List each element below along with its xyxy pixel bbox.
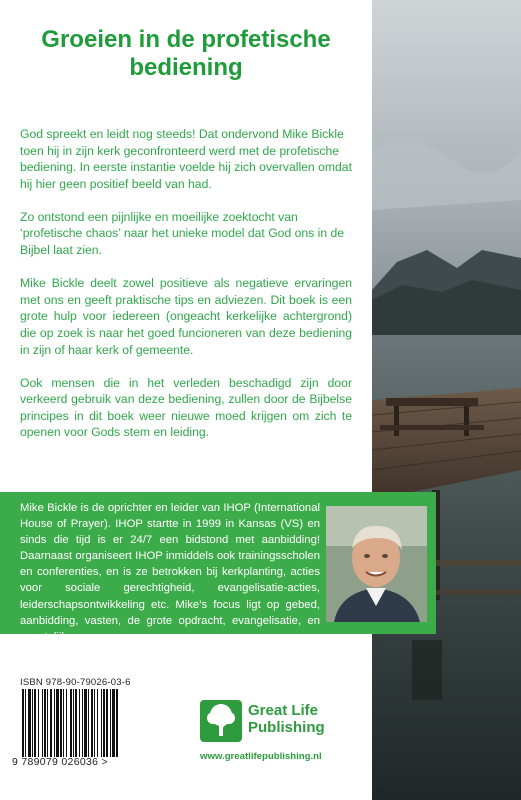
isbn-label: ISBN 978-90-79026-03-6 [20,677,131,688]
barcode-icon [20,689,148,757]
publisher-name-line2: Publishing [248,719,325,736]
blurb-paragraph: God spreekt en leidt nog steeds! Dat ondervond Mike Bickle toen hij in zijn kerk geconfronteerd werd met de profetische bediening. In eerste instantie voelde hij zich overvallen omdat hij hier geen positief beeld van had. [20,127,352,191]
barcode-digits: 9 789079 026036 > [12,756,108,768]
book-title: Groeien in de profetische bediening [41,26,331,81]
blurb-paragraph: Ook mensen die in het verleden beschadigd zijn door verkeerd gebruik van deze bediening, zullen door de Bijbelse principes in dit boek weer nieuwe moed krijgen om zich te openen voor Gods stem en leiding. [20,375,352,440]
publisher-url: www.greatlifepublishing.nl [200,751,322,762]
publisher-name [248,702,325,736]
blurb-paragraph: Zo ontstond een pijnlijke en moeilijke zoektocht van ‘profetische chaos’ naar het unieke model dat God ons in de Bijbel laat zien. [20,209,345,258]
lake-dock-illustration [372,0,521,800]
author-portrait [326,506,427,622]
author-band [0,492,436,643]
author-bio: Mike Bickle is de oprichter en leider van IHOP (International House of Prayer). IHOP startte in 1999 in Kansas (VS) en sinds die tijd is er 24/7 een bidstond met aanbidding! Daarnaast organiseert IHOP inmiddels ook trainingsscholen en conferenties, en is ze betrokken bij kerkplanting, acties voor sociale gerechtigheid, evangelisatie-acties, leiderschapsontwikkeling etc. Mike’s focus ligt op gebed, aanbidding, vasten, de grote opdracht, evangelisatie, en geestelijke gaven. [20,502,320,643]
blurb-paragraph: Mike Bickle deelt zowel positieve als negatieve ervaringen met ons en geeft praktische tips en adviezen. Dit boek is een grote hulp voor iedereen (ongeacht kerkelijke achtergrond) die op zoek is naar het goed funcioneren van deze bediening in zijn of haar kerk of gemeente. [20,276,352,357]
publisher-name-line1: Great Life [248,702,319,719]
cover-photo-lake-dock [372,0,521,800]
author-portrait-illustration [326,506,427,622]
tree-logo-icon [200,700,242,742]
blurb [20,126,352,458]
